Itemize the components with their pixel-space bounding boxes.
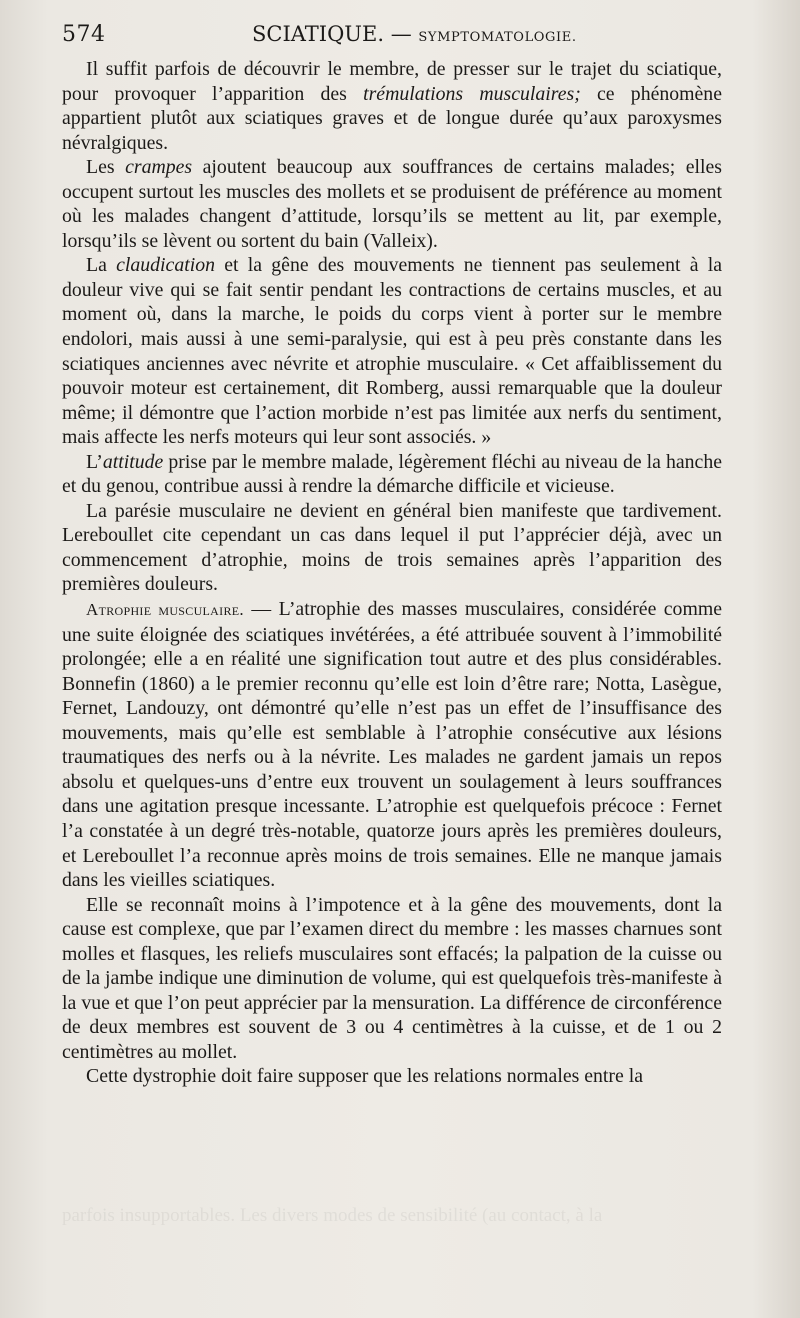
title-separator: —: [390, 22, 412, 46]
emphasis-term: claudication: [116, 254, 215, 277]
paragraph-paresie: La parésie musculaire ne devient en général bien manifeste que tardivement. Lereboullet cite cependant un cas dans lequel il put l’apprécier déjà, avec un commencement d’atrophie, moins de trois semaines après l’apparition des premières douleurs.: [62, 499, 722, 596]
emphasis-term: trémulations musculaires;: [363, 82, 581, 105]
running-title: [252, 22, 577, 46]
chapter-title: SCIATIQUE.: [252, 22, 384, 46]
paragraph-dystrophie: Cette dystrophie doit faire supposer que les relations normales entre la: [86, 1065, 644, 1088]
running-header: [62, 22, 722, 52]
section-subtitle: SYMPTOMATOLOGIE.: [418, 30, 577, 45]
paragraph-claudication: La claudication et la gêne des mouvements ne tiennent pas seulement à la douleur vive qui se fait sentir pendant les contractions de certains muscles, et au moment où, dans la marche, le poids du corps vient à porter sur le membre endolori, mais aussi à une semi-paralysie, qui est à peu près constante dans les sciatiques anciennes avec névrite et atrophie musculaire. « Cet affaiblissement du pouvoir moteur est certainement, dit Romberg, aussi remarquable que la douleur même; il démontre que l’action morbide n’est pas limitée aux nerfs du sentiment, mais affecte les nerfs moteurs qui leur sont associés. »: [62, 254, 722, 449]
section-heading: Atrophie musculaire.: [86, 600, 244, 620]
paragraph-reconnaissance: Elle se reconnaît moins à l’impotence et à la gêne des mouvements, dont la cause est complexe, que par l’examen direct du membre : les masses charnues sont molles et flasques, les reliefs musculaires sont effacés; la palpation de la cuisse ou de la jambe indique une diminution de volume, qui est quelquefois très-manifeste à la vue et que l’on peut apprécier par la mensuration. La différence de circonférence de deux membres est souvent de 3 ou 4 centimètres à la cuisse, et de 1 ou 2 centimètres au mollet.: [62, 893, 722, 1063]
paragraph-atrophie: Atrophie musculaire. — L’atrophie des masses musculaires, considérée comme une suite éloignée des sciatiques invétérées, a été attribuée souvent à l’immobilité prolongée; elle a en réalité une signification tout autre et des plus considérables. Bonnefin (1860) a le premier reconnu qu’elle est loin d’être rare; Notta, Lasègue, Fernet, Landouzy, ont démontré qu’elle n’est pas un effet de l’insuffisance des mouvements, mais qu’elle est semblable à l’atrophie consécutive aux lésions traumatiques des nerfs ou à la névrite. Les malades ne gardent jamais un repos absolu et quelques-uns d’entre eux trouvent un soulagement à leurs souffrances dans une agitation presque incessante. L’atrophie est quelquefois précoce : Fernet l’a constatée à un degré très-notable, quatorze jours après les premières douleurs, et Lereboullet l’a reconnue après moins de trois semaines. Elle ne manque jamais dans les vieilles sciatiques.: [62, 598, 723, 892]
paragraph-tremulations: Il suffit parfois de découvrir le membre, de presser sur le trajet du sciatique, pour provoquer l’apparition des trémulations musculaires; ce phénomène appartient plutôt aux sciatiques graves et de longue durée qu’aux paroxysmes névralgiques.: [62, 58, 722, 154]
page-number: 574: [62, 22, 106, 47]
paragraph-attitude: L’attitude prise par le membre malade, légèrement fléchi au niveau de la hanche et du genou, contribue aussi à rendre la démarche difficile et vicieuse.: [62, 450, 722, 498]
paragraph-crampes: Les crampes ajoutent beaucoup aux souffrances de certains malades; elles occupent surtout les muscles des mollets et se produisent de préférence au moment où les malades changent d’attitude, lorsqu’ils se mettent au lit, par exemple, lorsqu’ils se lèvent ou sortent du bain (Valleix).: [62, 156, 722, 252]
emphasis-term: attitude: [102, 450, 164, 473]
emphasis-term: crampes: [125, 156, 193, 179]
bleed-through-text: parfois insupportables. Les divers modes de sensibilité (au contact, à la: [62, 1205, 603, 1226]
page-body: [62, 57, 722, 1089]
